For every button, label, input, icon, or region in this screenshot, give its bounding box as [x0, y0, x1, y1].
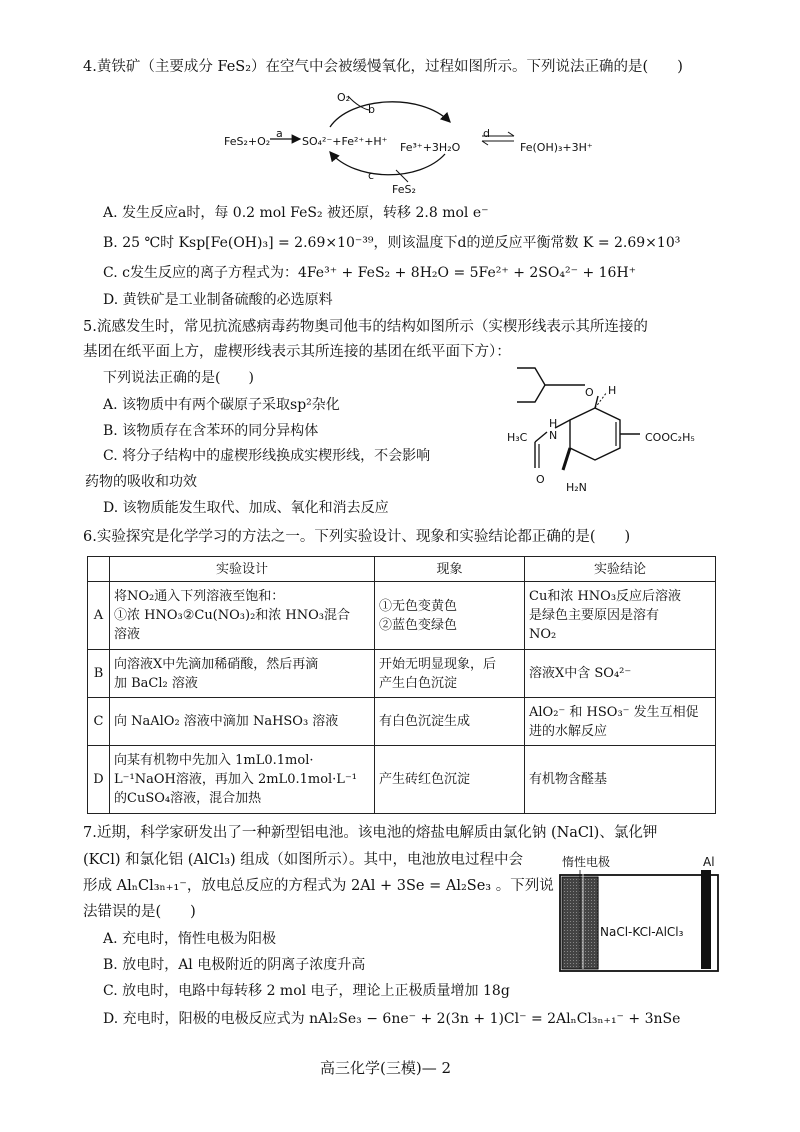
- design-line: 向某有机物中先加入 1mL0.1mol·: [114, 753, 314, 768]
- q5-label-o: O: [585, 386, 594, 399]
- design-cell: [110, 582, 375, 650]
- table-row: [88, 746, 716, 814]
- table-header-row: [88, 557, 716, 582]
- design-line: ①浓 HNO₃②Cu(NO₃)₂和浓 HNO₃混合: [114, 608, 350, 623]
- q4-bottom-reagent: FeS₂: [392, 183, 416, 196]
- phenomenon-line: 产生砖红色沉淀: [379, 772, 471, 787]
- row-label: A: [88, 582, 110, 650]
- conclusion-line: 有机物含醛基: [529, 772, 608, 787]
- q4-right-species: Fe³⁺+3H₂O: [400, 141, 461, 154]
- row-label: D: [88, 746, 110, 814]
- q7-option-d: D. 充电时，阳极的电极反应式为 nAl₂Se₃ − 6ne⁻ + 2(3n + 1)Cl⁻ = 2AlₙCl₃ₙ₊₁⁻ + 3nSe: [103, 1011, 681, 1027]
- page-footer: 高三化学(三模)— 2: [320, 1059, 452, 1077]
- design-line: L⁻¹NaOH溶液，再加入 2mL0.1mol·L⁻¹: [114, 772, 358, 787]
- q4-option-c: C. c发生反应的离子方程式为：4Fe³⁺ + FeS₂ + 8H₂O = 5Fe²⁺ + 2SO₄²⁻ + 16H⁺: [103, 265, 637, 281]
- q4-stem: 4.黄铁矿（主要成分 FeS₂）在空气中会被缓慢氧化，过程如图所示。下列说法正确的是( ): [83, 59, 683, 75]
- phenomenon-line: ②蓝色变绿色: [379, 617, 458, 633]
- conclusion-cell: [525, 582, 716, 650]
- phenomenon-cell: [375, 582, 525, 650]
- q7-option-a: A. 充电时，惰性电极为阳极: [103, 931, 277, 947]
- q6-experiment-table: [87, 556, 716, 814]
- q5-option-c: C. 将分子结构中的虚楔形线换成实楔形线，不会影响: [103, 448, 431, 464]
- row-label: B: [88, 650, 110, 698]
- q5-label-ester: COOC₂H₅: [645, 431, 695, 444]
- design-line: 加 BaCl₂ 溶液: [114, 675, 198, 691]
- q5-option-d: D. 该物质能发生取代、加成、氧化和消去反应: [103, 500, 389, 516]
- phenomenon-line: 开始无明显现象，后: [379, 656, 497, 672]
- q7-option-b: B. 放电时，Al 电极附近的阴离子浓度升高: [103, 957, 366, 973]
- row-label: C: [88, 698, 110, 746]
- header-phenomenon: 现象: [375, 557, 525, 582]
- design-line: 溶液: [114, 627, 141, 642]
- header-conclusion: 实验结论: [525, 557, 716, 582]
- q4-label-d: d: [483, 127, 490, 140]
- table-row: [88, 650, 716, 698]
- q7-stem-line1: 7.近期，科学家研发出了一种新型铝电池。该电池的熔盐电解质由氯化钠 (NaCl)、氯化钾: [83, 825, 658, 841]
- header-blank: [88, 557, 110, 582]
- q7-stem-line3: 形成 AlₙCl₃ₙ₊₁⁻，放电总反应的方程式为 2Al + 3Se = Al₂Se₃ 。下列说: [83, 878, 554, 894]
- q7-al-label: Al: [703, 855, 715, 869]
- header-design: 实验设计: [110, 557, 375, 582]
- q7-option-c: C. 放电时，电路中每转移 2 mol 电子，理论上正极质量增加 18g: [103, 983, 510, 999]
- q4-top-reagent: O₂: [337, 91, 351, 104]
- q5-label-h-top: H: [608, 384, 617, 397]
- conclusion-cell: [525, 698, 716, 746]
- phenomenon-cell: [375, 650, 525, 698]
- q5-question: 下列说法正确的是( ): [103, 370, 254, 386]
- design-line: 将NO₂通入下列溶液至饱和：: [114, 589, 285, 604]
- phenomenon-line: 产生白色沉淀: [379, 675, 458, 691]
- conclusion-line: Cu和浓 HNO₃反应后溶液: [529, 589, 682, 604]
- q4-option-a: A. 发生反应a时，每 0.2 mol FeS₂ 被还原，转移 2.8 mol e⁻: [103, 205, 489, 221]
- q4-option-b: B. 25 ℃时 Ksp[Fe(OH)₃] = 2.69×10⁻³⁹，则该温度下d的逆反应平衡常数 K = 2.69×10³: [103, 235, 681, 251]
- q7-inert-electrode-label: 惰性电极: [562, 855, 611, 869]
- q5-label-h-n: H: [549, 417, 558, 430]
- q4-option-d: D. 黄铁矿是工业制备硫酸的必选原料: [103, 292, 333, 308]
- q7-electrolyte-label: NaCl-KCl-AlCl₃: [600, 925, 684, 939]
- design-cell: [110, 746, 375, 814]
- phenomenon-cell: [375, 746, 525, 814]
- conclusion-cell: [525, 650, 716, 698]
- design-cell: [110, 650, 375, 698]
- phenomenon-line: ①无色变黄色: [379, 598, 458, 614]
- q5-option-c-cont: 药物的吸收和功效: [85, 474, 197, 490]
- q7-stem-line4: 法错误的是( ): [83, 904, 196, 920]
- q5-label-amine: H₂N: [566, 481, 587, 494]
- q4-label-c: c: [368, 169, 375, 182]
- conclusion-cell: [525, 746, 716, 814]
- q4-label-b: b: [368, 103, 375, 116]
- design-cell: [110, 698, 375, 746]
- q4-label-a: a: [276, 127, 283, 140]
- q5-stem-line1: 5.流感发生时，常见抗流感病毒药物奥司他韦的结构如图所示（实楔形线表示其所连接的: [83, 319, 648, 335]
- q4-middle-species: SO₄²⁻+Fe²⁺+H⁺: [302, 135, 388, 148]
- al-electrode: [701, 870, 711, 969]
- q6-stem: 6.实验探究是化学学习的方法之一。下列实验设计、现象和实验结论都正确的是( ): [83, 529, 631, 545]
- q7-stem-line2: (KCl) 和氯化铝 (AlCl₃) 组成（如图所示）。其中，电池放电过程中会: [83, 852, 524, 868]
- phenomenon-cell: [375, 698, 525, 746]
- q4-product: Fe(OH)₃+3H⁺: [520, 141, 593, 154]
- conclusion-line: AlO₂⁻ 和 HSO₃⁻ 发生互相促: [529, 704, 699, 720]
- q5-stem-line2: 基团在纸平面上方，虚楔形线表示其所连接的基团在纸平面下方）：: [83, 344, 511, 360]
- q4-left-species: FeS₂+O₂: [224, 135, 271, 148]
- conclusion-line: 溶液X中含 SO₄²⁻: [529, 666, 632, 681]
- q5-option-b: B. 该物质存在含苯环的同分异构体: [103, 423, 319, 439]
- conclusion-line: NO₂: [529, 627, 557, 642]
- q5-label-n: N: [549, 429, 558, 442]
- design-line: 向 NaAlO₂ 溶液中滴加 NaHSO₃ 溶液: [114, 714, 339, 729]
- design-line: 向溶液X中先滴加稀硝酸，然后再滴: [114, 656, 319, 672]
- conclusion-line: 进的水解反应: [529, 723, 608, 739]
- q5-label-h3c: H₃C: [507, 431, 528, 444]
- q5-option-a: A. 该物质中有两个碳原子采取sp²杂化: [103, 397, 340, 413]
- phenomenon-line: 有白色沉淀生成: [379, 714, 471, 729]
- q5-label-carbonyl-o: O: [536, 473, 545, 486]
- conclusion-line: 是绿色主要原因是溶有: [529, 608, 660, 623]
- table-row: [88, 582, 716, 650]
- table-row: [88, 698, 716, 746]
- design-line: 的CuSO₄溶液，混合加热: [114, 791, 262, 806]
